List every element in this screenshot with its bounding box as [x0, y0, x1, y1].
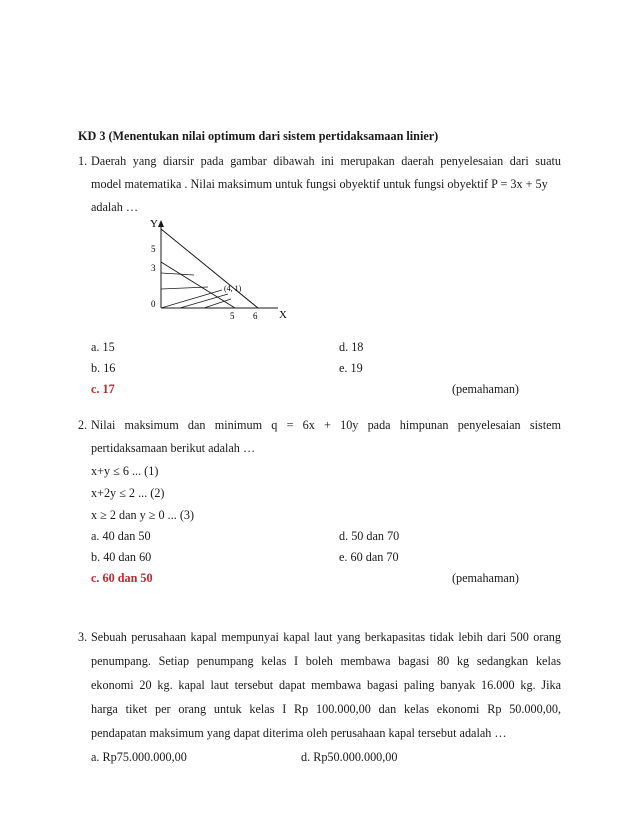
q1-line2: model matematika . Nilai maksimum untuk fungsi obyektif untuk fungsi obyektif P = 3x + 5y [91, 177, 548, 191]
q3-line5: pendapatan maksimum yang dapat diterima oleh perusahaan kapal tersebut adalah … [91, 726, 507, 740]
q2-number: 2. [78, 418, 88, 432]
q2-option-b: b. 40 dan 60 [91, 550, 152, 564]
q3-option-a: a. Rp75.000.000,00 [91, 750, 187, 764]
q1-option-c-answer: c. 17 [91, 382, 115, 396]
q2-option-e: e. 60 dan 70 [339, 550, 399, 564]
section-heading: KD 3 (Menentukan nilai optimum dari sistem pertidaksamaan linier) [78, 129, 439, 143]
q3-line2: penumpang. Setiap penumpang kelas I boleh membawa bagasi 80 kg sedangkan kelas [91, 654, 561, 668]
q1-graph-line-a [161, 229, 258, 308]
q1-graph-tick-x6: 6 [253, 311, 258, 321]
q2-constraint-3: x ≥ 2 dan y ≥ 0 ... (3) [91, 508, 195, 522]
q1-line1: Daerah yang diarsir pada gambar dibawah ini merupakan daerah penyelesaian dari suatu [91, 154, 561, 168]
q1-graph-tick-x5: 5 [230, 311, 235, 321]
q2-constraint-2: x+2y ≤ 2 ... (2) [91, 486, 165, 500]
q2-option-d: d. 50 dan 70 [339, 529, 400, 543]
q1-option-a: a. 15 [91, 340, 115, 354]
q1-graph-y-label: Y [150, 218, 158, 230]
q1-line3: adalah … [91, 200, 139, 214]
q2-line1: Nilai maksimum dan minimum q = 6x + 10y pada himpunan penyelesaian sistem [91, 418, 561, 432]
q2-option-c-answer: c. 60 dan 50 [91, 571, 153, 585]
q3-line1: Sebuah perusahaan kapal mempunyai kapal laut yang berkapasitas tidak lebih dari 500 orang [91, 630, 561, 644]
q1-graph-point-label: (4, 1) [224, 284, 242, 293]
q1-graph-y-arrow [158, 220, 164, 227]
q3-line3: ekonomi 20 kg. kapal laut tersebut dapat membawa bagasi paling banyak 16.000 kg. Jika [91, 678, 561, 692]
q1-graph [140, 214, 300, 324]
q1-graph-hatching [161, 273, 231, 308]
q1-graph-tick-y5: 5 [151, 244, 156, 254]
q1-graph-x-label: X [279, 309, 287, 321]
q2-option-a: a. 40 dan 50 [91, 529, 151, 543]
q1-graph-tick-y3: 3 [151, 263, 156, 273]
q1-option-d: d. 18 [339, 340, 364, 354]
q1-option-b: b. 16 [91, 361, 116, 375]
q3-number: 3. [78, 630, 88, 644]
q1-graph-origin: 0 [151, 299, 156, 309]
q1-option-e: e. 19 [339, 361, 363, 375]
q3-line4: harga tiket per orang untuk kelas I Rp 100.000,00 dan kelas ekonomi Rp 50.000,00, [91, 702, 561, 716]
q1-category: (pemahaman) [452, 382, 519, 396]
q2-constraint-1: x+y ≤ 6 ... (1) [91, 464, 159, 478]
q2-line2: pertidaksamaan berikut adalah … [91, 441, 256, 455]
q3-option-d: d. Rp50.000.000,00 [301, 750, 398, 764]
q2-category: (pemahaman) [452, 571, 519, 585]
q1-number: 1. [78, 154, 88, 168]
